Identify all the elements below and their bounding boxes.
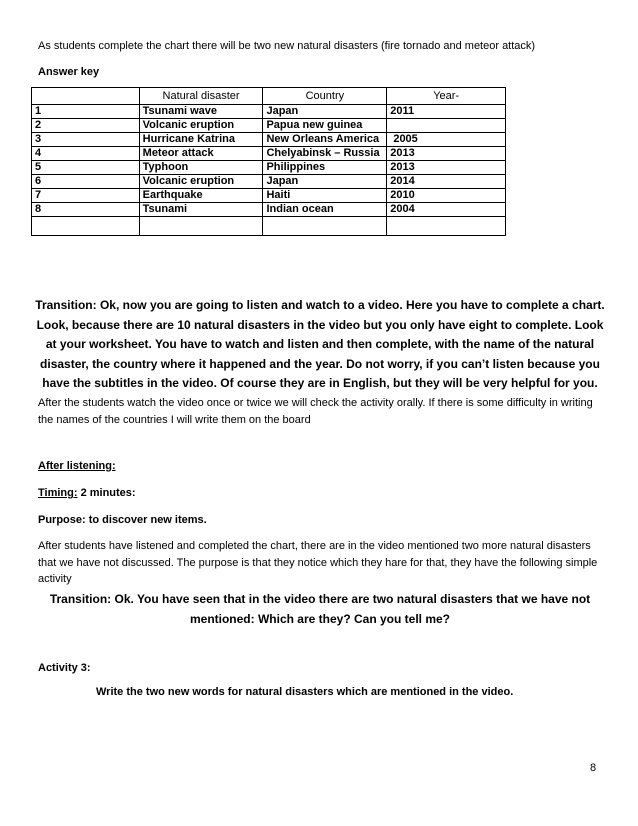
row-year — [387, 119, 506, 133]
after-video-text: After the students watch the video once or twice we will check the activity orally. If there is some difficulty in writing the names of the countries I will write them on the board — [38, 397, 593, 426]
row-country: Chelyabinsk – Russia — [263, 147, 387, 161]
activity3-heading: Activity 3: — [38, 662, 91, 674]
row-number: 1 — [32, 105, 140, 119]
after-completed-text: After students have listened and completed the chart, there are in the video mentioned two more natural disasters that we have not discussed. The purpose is that they notice which they hare for that, they have the following simple activity — [38, 540, 598, 585]
row-disaster: Tsunami wave — [139, 105, 263, 119]
activity3-instruction: Write the two new words for natural disasters which are mentioned in the video. — [96, 686, 514, 698]
row-disaster: Volcanic eruption — [139, 119, 263, 133]
timing-line — [38, 485, 604, 501]
row-disaster: Meteor attack — [139, 147, 263, 161]
table-row — [32, 203, 506, 217]
table-row — [32, 133, 506, 147]
purpose-text: Purpose: to discover new items. — [38, 514, 207, 526]
row-number: 5 — [32, 161, 140, 175]
table-row — [32, 161, 506, 175]
row-country: Japan — [263, 105, 387, 119]
row-number: 7 — [32, 189, 140, 203]
row-year: 2010 — [387, 189, 506, 203]
row-year: 2013 — [387, 147, 506, 161]
row-year: 2013 — [387, 161, 506, 175]
header-year: Year- — [387, 88, 506, 105]
table-header-row — [32, 88, 506, 105]
row-country: Indian ocean — [263, 203, 387, 217]
answer-key-table — [31, 87, 506, 236]
row-country — [263, 217, 387, 236]
row-disaster: Earthquake — [139, 189, 263, 203]
row-disaster — [139, 217, 263, 236]
row-country: Philippines — [263, 161, 387, 175]
row-number: 8 — [32, 203, 140, 217]
row-country: Haiti — [263, 189, 387, 203]
table-row — [32, 189, 506, 203]
row-disaster: Typhoon — [139, 161, 263, 175]
row-year: 2004 — [387, 203, 506, 217]
row-number: 2 — [32, 119, 140, 133]
row-number: 6 — [32, 175, 140, 189]
transition-video: Transition: Ok, now you are going to listen and watch to a video. Here you have to complete a chart. Look, because there are 10 natural disasters in the video but you only have eight to complete. Look at your worksheet. You have to watch and listen and then complete, with the name of the natural disaster, the country where it happened and the year. Do not worry, if you can’t listen because you have the subtitles in the video. Of course they are in English, but they will be very helpful for you. — [35, 298, 605, 390]
table-row — [32, 175, 506, 189]
row-number: 3 — [32, 133, 140, 147]
header-natural-disaster: Natural disaster — [139, 88, 263, 105]
header-country: Country — [263, 88, 387, 105]
row-year: 2005 — [387, 133, 506, 147]
header-number — [32, 88, 140, 105]
after-listening-heading: After listening: — [38, 460, 116, 472]
table-row — [32, 147, 506, 161]
row-country: Papua new guinea — [263, 119, 387, 133]
answer-key-label: Answer key — [38, 66, 100, 78]
timing-value: 2 minutes: — [77, 487, 136, 499]
row-country: New Orleans America — [263, 133, 387, 147]
row-disaster: Volcanic eruption — [139, 175, 263, 189]
table-row — [32, 105, 506, 119]
table-row — [32, 119, 506, 133]
timing-label: Timing: — [38, 487, 78, 499]
row-disaster: Hurricane Katrina — [139, 133, 263, 147]
row-year — [387, 217, 506, 236]
transition-question: Transition: Ok. You have seen that in the video there are two natural disasters that we have not mentioned: Which are they? Can you tell me? — [49, 592, 591, 626]
intro-text: As students complete the chart there will be two new natural disasters (fire tornado and meteor attack) — [38, 40, 536, 52]
row-disaster: Tsunami — [139, 203, 263, 217]
row-year: 2011 — [387, 105, 506, 119]
page-number: 8 — [590, 762, 597, 774]
row-number — [32, 217, 140, 236]
row-country: Japan — [263, 175, 387, 189]
row-number: 4 — [32, 147, 140, 161]
table-row-empty — [32, 217, 506, 236]
row-year: 2014 — [387, 175, 506, 189]
